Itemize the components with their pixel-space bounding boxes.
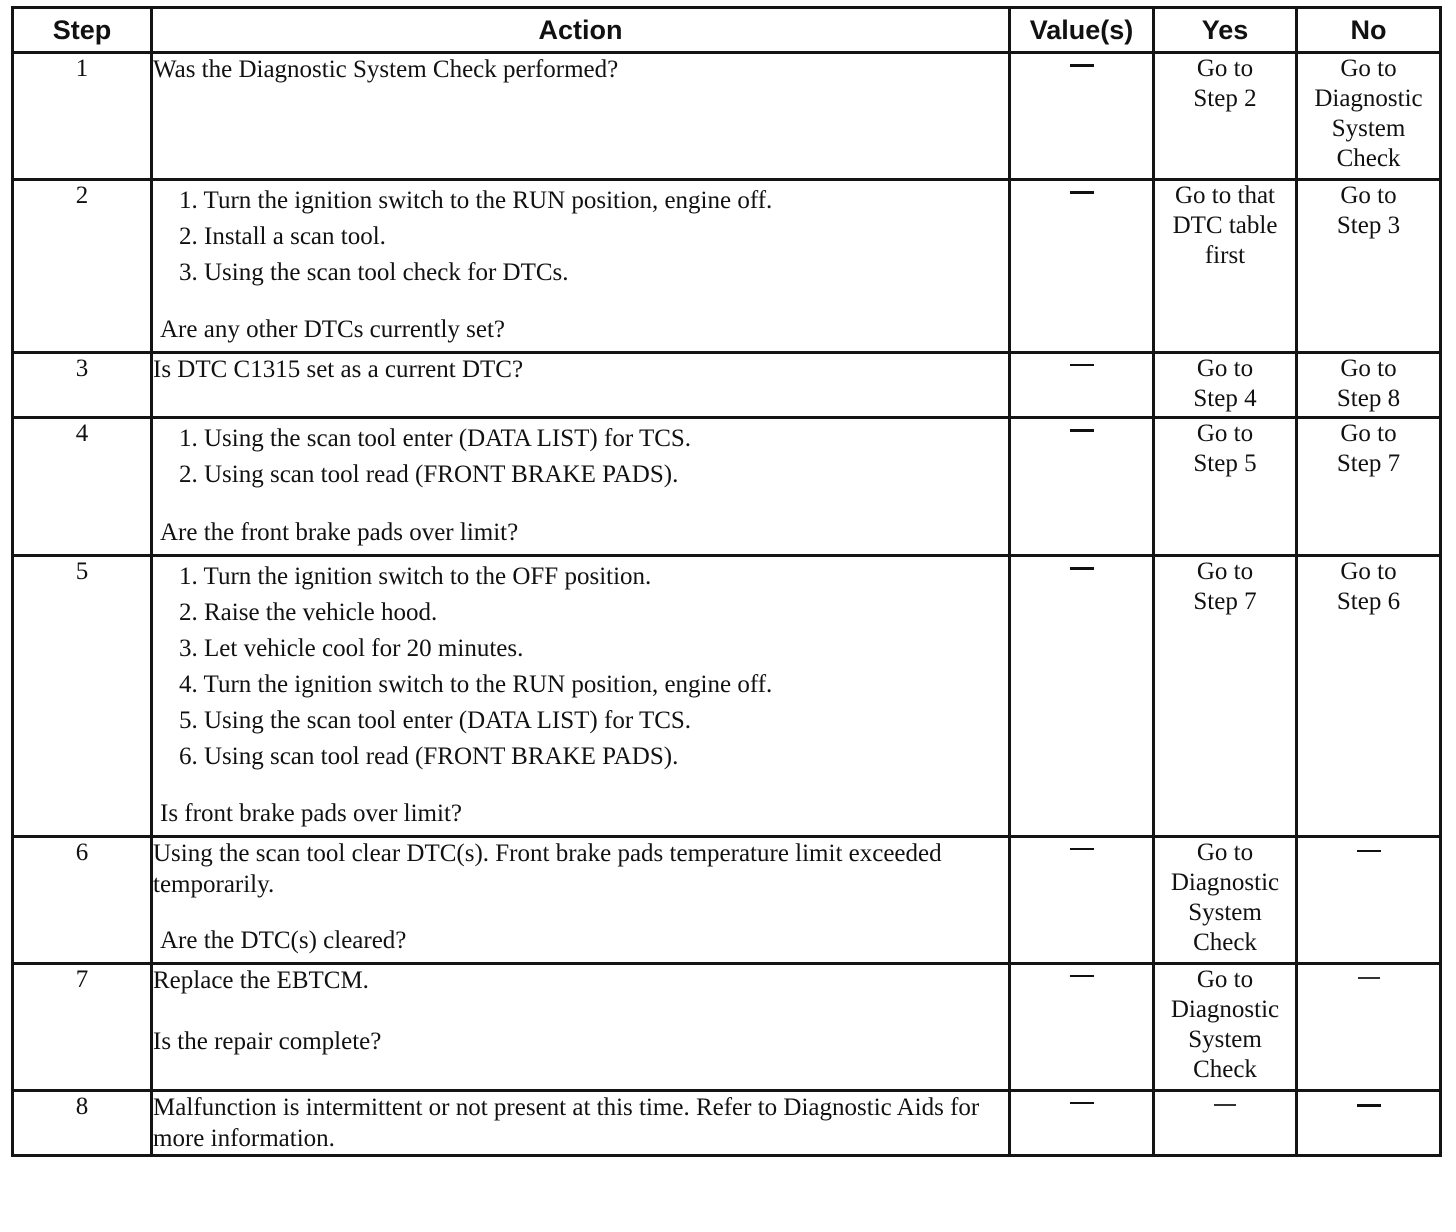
action-cell [152,837,1010,964]
action-question: Are the front brake pads over limit? [160,519,519,546]
no-cell: Go to Step 8 [1297,353,1441,418]
action-text: Is DTC C1315 set as a current DTC? [153,356,524,383]
step-number: 8 [13,1091,152,1156]
step-number: 5 [13,556,152,837]
action-text: Was the Diagnostic System Check performed? [153,56,619,83]
action-item: 4. Turn the ignition switch to the RUN position, engine off. [179,671,773,698]
action-list [153,183,1008,291]
header-values: Value(s) [1010,8,1154,53]
table-row [13,837,1441,964]
table-row [13,1091,1441,1156]
action-text: Malfunction is intermittent or not present at this time. Refer to Diagnostic Aids for more information. [153,1094,980,1152]
table-row [13,53,1441,180]
value-dash [1070,848,1094,850]
action-cell [152,180,1010,353]
action-text: Using the scan tool clear DTC(s). Front brake pads temperature limit exceeded temporarily. [153,840,942,898]
value-dash [1070,364,1094,366]
value-cell [1010,964,1154,1091]
action-list [153,559,1008,775]
diagnostic-table-page [11,6,1439,1157]
action-item: 5. Using the scan tool enter (DATA LIST) for TCS. [179,707,692,734]
action-item: 3. Using the scan tool check for DTCs. [179,259,569,286]
no-dash [1357,1104,1381,1107]
step-number: 3 [13,353,152,418]
action-item: 1. Turn the ignition switch to the OFF position. [179,563,652,590]
action-text: Replace the EBTCM. [153,967,369,994]
table-row [13,418,1441,556]
value-cell [1010,1091,1154,1156]
table-row [13,353,1441,418]
value-cell [1010,418,1154,556]
action-item: 1. Turn the ignition switch to the RUN position, engine off. [179,187,773,214]
value-dash [1070,1102,1094,1104]
header-no: No [1297,8,1441,53]
action-cell [152,418,1010,556]
diagnostic-table [11,6,1442,1157]
action-item: 3. Let vehicle cool for 20 minutes. [179,635,524,662]
action-question: Are the DTC(s) cleared? [160,927,407,954]
action-item: 6. Using scan tool read (FRONT BRAKE PADS). [179,743,679,770]
action-cell [152,353,1010,418]
yes-cell: Go to Step 5 [1154,418,1297,556]
yes-cell: Go to Diagnostic System Check [1154,964,1297,1091]
header-step: Step [13,8,152,53]
no-cell: Go to Step 3 [1297,180,1441,353]
action-question: Is the repair complete? [153,1028,382,1055]
action-cell [152,964,1010,1091]
action-list [153,421,1008,493]
no-cell: Go to Step 7 [1297,418,1441,556]
header-row [13,8,1441,53]
no-cell [1297,1091,1441,1156]
value-dash [1070,567,1094,570]
no-dash [1357,850,1381,852]
action-cell [152,556,1010,837]
table-row [13,556,1441,837]
yes-cell: Go to Diagnostic System Check [1154,837,1297,964]
yes-cell: Go to that DTC table first [1154,180,1297,353]
value-cell [1010,353,1154,418]
step-number: 2 [13,180,152,353]
no-cell [1297,837,1441,964]
action-item: 2. Using scan tool read (FRONT BRAKE PADS). [179,461,679,488]
value-dash [1070,64,1094,67]
value-cell [1010,837,1154,964]
value-cell [1010,556,1154,837]
action-item: 1. Using the scan tool enter (DATA LIST) for TCS. [179,425,692,452]
step-number: 1 [13,53,152,180]
action-question: Are any other DTCs currently set? [160,316,506,343]
no-dash [1358,977,1380,979]
value-cell [1010,53,1154,180]
yes-dash [1214,1104,1236,1106]
value-cell [1010,180,1154,353]
value-dash [1070,191,1094,194]
action-question: Is front brake pads over limit? [160,800,462,827]
value-dash [1070,975,1094,977]
action-item: 2. Raise the vehicle hood. [179,599,438,626]
step-number: 6 [13,837,152,964]
header-yes: Yes [1154,8,1297,53]
yes-cell: Go to Step 2 [1154,53,1297,180]
no-cell: Go to Diagnostic System Check [1297,53,1441,180]
table-row [13,964,1441,1091]
no-cell: Go to Step 6 [1297,556,1441,837]
no-cell [1297,964,1441,1091]
value-dash [1070,429,1094,432]
table-row [13,180,1441,353]
action-item: 2. Install a scan tool. [179,223,386,250]
yes-cell: Go to Step 7 [1154,556,1297,837]
header-action: Action [152,8,1010,53]
yes-cell [1154,1091,1297,1156]
action-cell [152,1091,1010,1156]
step-number: 4 [13,418,152,556]
step-number: 7 [13,964,152,1091]
yes-cell: Go to Step 4 [1154,353,1297,418]
action-cell [152,53,1010,180]
